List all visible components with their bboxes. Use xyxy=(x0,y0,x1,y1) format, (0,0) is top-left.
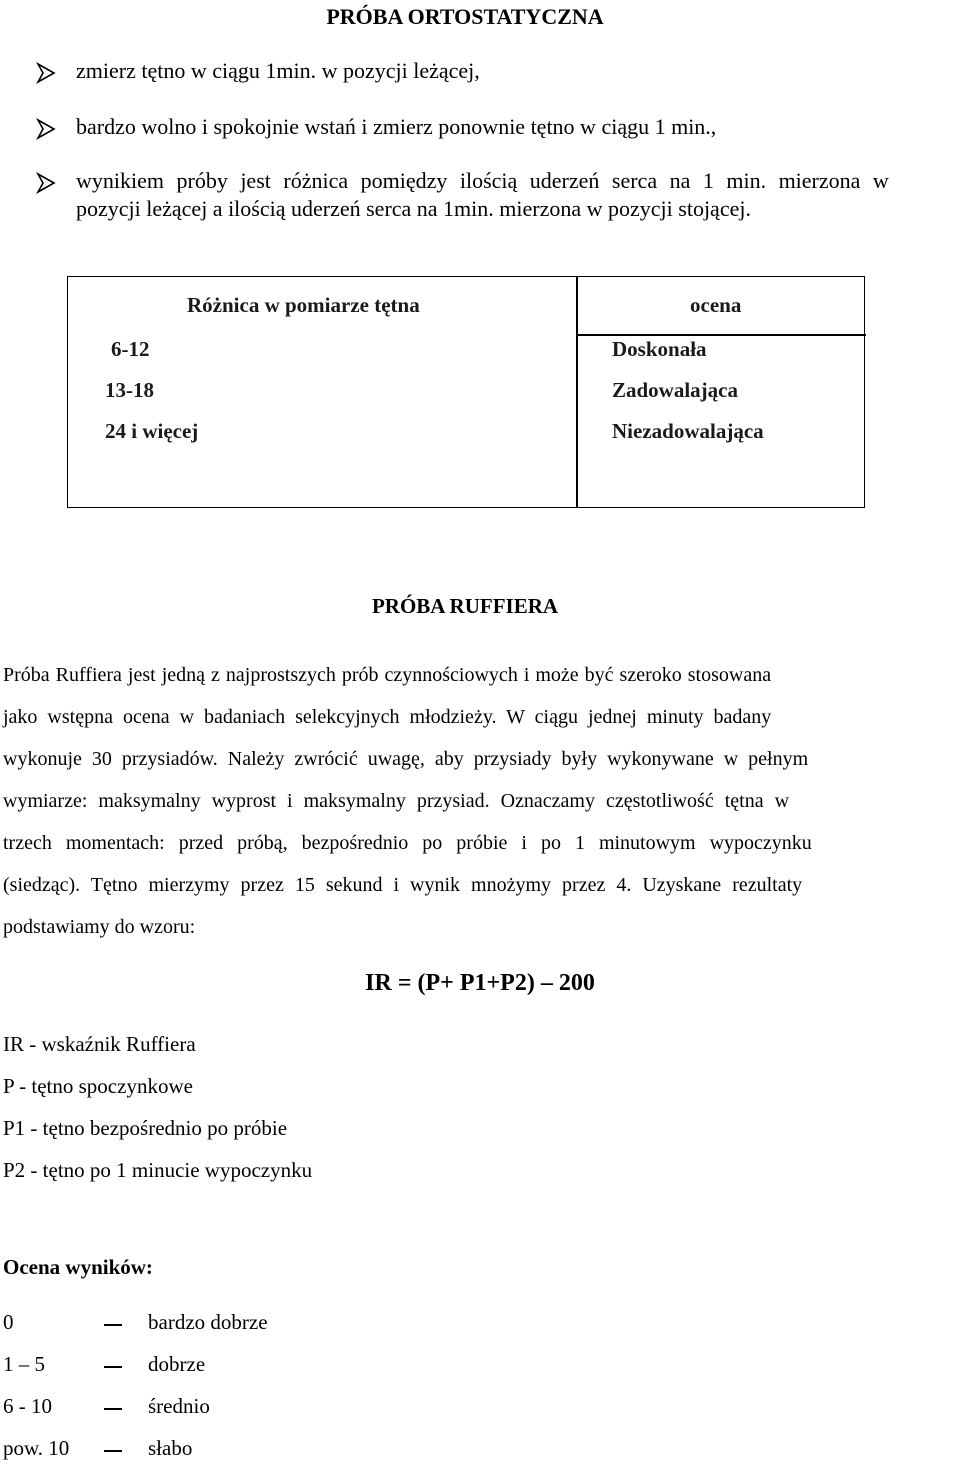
dash-separator xyxy=(104,1408,122,1410)
table-column-divider xyxy=(576,277,578,507)
section-title-ruffier: PRÓBA RUFFIERA xyxy=(371,594,559,618)
table-cell-rating: Niezadowalająca xyxy=(612,419,764,443)
score-range: pow. 10 xyxy=(3,1436,70,1460)
paragraph-line: wymiarze: maksymalny wyprost i maksymalny przysiad. Oznaczamy częstotliwość tętna w xyxy=(3,790,790,812)
table-cell-range: 24 i więcej xyxy=(105,419,199,443)
score-range: 6 - 10 xyxy=(3,1394,52,1418)
table-header-rating: ocena xyxy=(690,293,742,317)
table-cell-range: 13-18 xyxy=(105,378,154,402)
scores-title: Ocena wyników: xyxy=(3,1255,153,1279)
paragraph-line: wykonuje 30 przysiadów. Należy zwrócić uwagę, aby przysiady były wykonywane w pełnym xyxy=(3,748,809,770)
bullet-text: zmierz tętno w ciągu 1min. w pozycji leżącej, xyxy=(76,58,480,83)
table-cell-rating: Doskonała xyxy=(612,337,707,361)
section-title-orthostatic: PRÓBA ORTOSTATYCZNA xyxy=(326,4,604,29)
table-header-divider xyxy=(576,334,866,336)
score-label: średnio xyxy=(148,1394,210,1418)
legend-item: P2 - tętno po 1 minucie wypoczynku xyxy=(3,1158,313,1182)
paragraph-line: trzech momentach: przed próbą, bezpośrednio po próbie i po 1 minutowym wypoczynku xyxy=(3,832,812,854)
bullet-text-line-2: pozycji leżącej a ilością uderzeń serca na 1min. mierzona w pozycji stojącej. xyxy=(76,196,751,221)
paragraph-line: podstawiamy do wzoru: xyxy=(3,916,196,938)
table-cell-range: 6-12 xyxy=(111,337,150,361)
table-cell-rating: Zadowalająca xyxy=(612,378,738,402)
legend-item: P - tętno spoczynkowe xyxy=(3,1074,193,1098)
score-label: słabo xyxy=(148,1436,193,1460)
dash-separator xyxy=(104,1450,122,1452)
score-range: 0 xyxy=(3,1310,14,1334)
dash-separator xyxy=(104,1324,122,1326)
pulse-difference-table xyxy=(67,276,865,508)
table-header-difference: Różnica w pomiarze tętna xyxy=(187,293,420,317)
ruffier-formula: IR = (P+ P1+P2) – 200 xyxy=(365,970,595,996)
legend-item: P1 - tętno bezpośrednio po próbie xyxy=(3,1116,288,1140)
score-label: dobrze xyxy=(148,1352,206,1376)
arrowhead-bullet-icon xyxy=(36,58,58,84)
bullet-text: bardzo wolno i spokojnie wstań i zmierz ponownie tętno w ciągu 1 min., xyxy=(76,114,717,139)
score-label: bardzo dobrze xyxy=(148,1310,268,1334)
paragraph-line: (siedząc). Tętno mierzymy przez 15 sekund i wynik mnożymy przez 4. Uzyskane rezultaty xyxy=(3,874,803,896)
paragraph-line: Próba Ruffiera jest jedną z najprostszych prób czynnościowych i może być szeroko stosowana xyxy=(3,664,772,686)
score-range: 1 – 5 xyxy=(3,1352,45,1376)
bullet-text-line-1: wynikiem próby jest różnica pomiędzy ilością uderzeń serca na 1 min. mierzona w xyxy=(76,168,889,193)
arrowhead-bullet-icon xyxy=(36,114,58,140)
paragraph-line: jako wstępna ocena w badaniach selekcyjnych młodzieży. W ciągu jednej minuty badany xyxy=(3,706,772,728)
legend-item: IR - wskaźnik Ruffiera xyxy=(3,1032,196,1056)
dash-separator xyxy=(104,1366,122,1368)
arrowhead-bullet-icon xyxy=(36,168,58,194)
